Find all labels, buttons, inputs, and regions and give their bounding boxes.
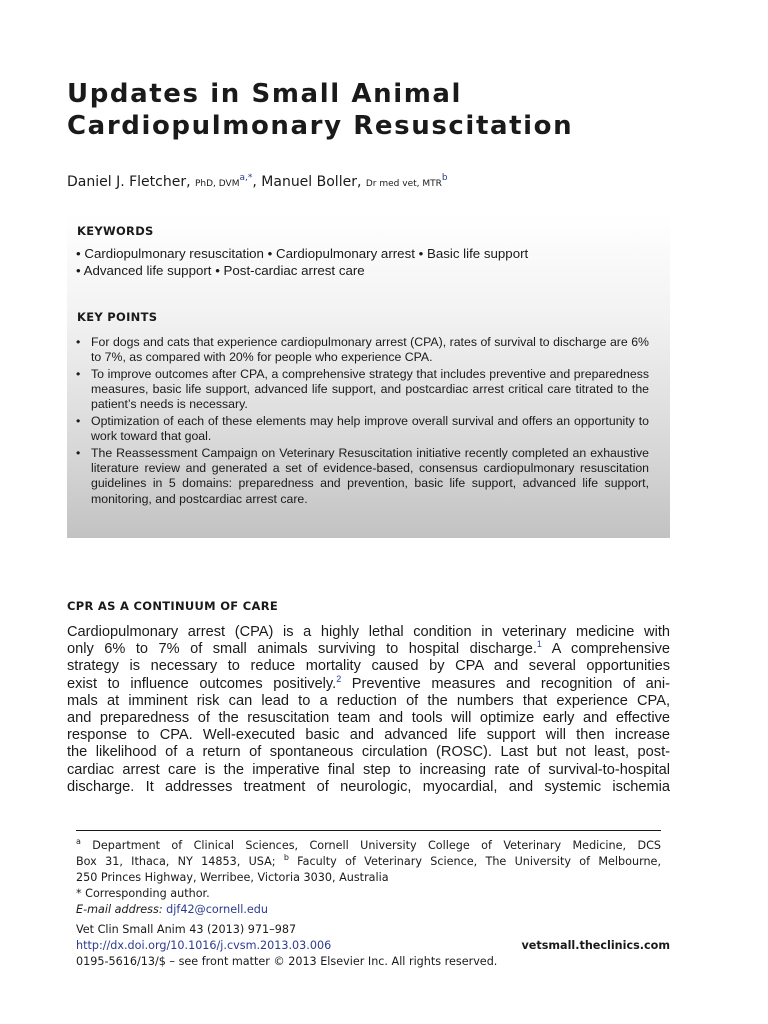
key-point-text: Optimization of each of these elements may help improve overall survival and offers an opportunity to work toward that goal. [91,414,649,444]
journal-website[interactable]: vetsmall.theclinics.com [521,939,670,952]
key-points-list [76,335,649,508]
author-separator: , [252,174,257,190]
footnote-line: $^a$ Department of Clinical Sciences, Cornell University College of Veterinary Medicine, DCS [76,837,661,852]
author-2-name: Manuel Boller, [261,174,362,190]
doi-link[interactable]: http://dx.doi.org/10.1016/j.cvsm.2013.03.006 [76,939,332,952]
title-line-2: Cardiopulmonary Resuscitation [67,111,574,141]
footnote-divider [76,830,661,831]
key-point-item [76,335,649,365]
email-link[interactable]: djf42@cornell.edu [166,903,268,916]
article-title [67,78,707,142]
body-line: exist to influence outcomes positively.$^2$ Preventive measures and recognition of ani- [67,673,670,692]
reference-2[interactable]: 2 [336,673,342,684]
body-line: cardiac arrest care is the imperative final step to increasing rate of survival-to-hospital [67,761,670,778]
author-1-degrees: PhD, DVM [195,179,240,189]
author-line [67,174,448,190]
keywords-line-2: • Advanced life support • Post-cardiac arrest care [76,263,365,278]
bullet-icon: • [76,366,81,381]
author-1-name: Daniel J. Fletcher, [67,174,191,190]
footnotes [76,838,661,918]
bullet-icon: • [76,335,81,349]
copyright-line: 0195-5616/13/$ – see front matter © 2013 Elsevier Inc. All rights reserved. [76,955,498,968]
body-line: and preparedness of the resuscitation team and tools will optimize early and effective [67,709,670,726]
key-point-item [76,367,649,413]
keywords-heading: KEYWORDS [77,224,154,238]
title-line-1: Updates in Small Animal [67,79,463,109]
author-2-degrees: Dr med vet, MTR [365,179,442,189]
journal-info [76,922,670,970]
keywords-keypoints-box [67,214,670,538]
keywords-line-1: • Cardiopulmonary resuscitation • Cardiopulmonary arrest • Basic life support [76,246,529,261]
journal-citation: Vet Clin Small Anim 43 (2013) 971–987 [76,923,297,936]
section-heading: CPR AS A CONTINUUM OF CARE [67,599,279,613]
footnote-line: 250 Princes Highway, Werribee, Victoria 3030, Australia [76,871,389,884]
body-line: the likelihood of a return of spontaneous circulation (ROSC). Last but not least, post- [67,744,670,761]
key-point-text: The Reassessment Campaign on Veterinary Resuscitation initiative recently completed an exhaustive literature review and generated a set of evidence-based, consensus cardiopulmonary resuscitation guidelines in 5 domains: preparedness and prevention, basic life support, advanced life support, monitoring, and postcardiac arrest care. [91,445,649,506]
email-label: E-mail address: [76,903,163,916]
body-line: discharge. It addresses treatment of neurologic, myocardial, and systemic ischemia [67,778,670,795]
bullet-icon: • [76,414,81,429]
key-point-text: For dogs and cats that experience cardiopulmonary arrest (CPA), rates of survival to discharge are 6% to 7%, as compared with 20% for people who experience CPA. [91,335,649,365]
body-line: only 6% to 7% of small animals surviving to hospital discharge.$^1$ A comprehensive [67,639,671,658]
bullet-icon: • [76,445,81,460]
key-points-heading: KEY POINTS [77,310,158,324]
author-2-affiliation-mark[interactable]: b [441,173,448,183]
doi-line [76,938,670,954]
key-point-item [76,446,649,507]
corresponding-author-note: * Corresponding author. [76,887,210,900]
author-1-affiliation-mark[interactable]: a,* [239,173,253,183]
body-line: response to CPA. Well-executed basic and advanced life support will then increase [67,727,670,744]
body-line: Cardiopulmonary arrest (CPA) is a highly lethal condition in veterinary medicine with [67,624,670,640]
reference-1[interactable]: 1 [536,639,542,650]
email-line [76,902,661,918]
body-line: mals at imminent risk can lead to a reduction of the numbers that experience CPA, [67,692,670,709]
key-point-text: To improve outcomes after CPA, a comprehensive strategy that includes preventive and preparedness measures, basic life support, advanced life support, and postcardiac arrest critical care titrated to the patient’s needs is necessary. [91,366,649,412]
footnote-line: Box 31, Ithaca, NY 14853, USA; $^b$ Faculty of Veterinary Science, The University of Melbourne, [76,853,661,868]
key-point-item [76,414,649,444]
body-paragraph [67,624,670,796]
body-line: strategy is necessary to reduce mortality caused by CPA and several opportunities [67,658,670,675]
